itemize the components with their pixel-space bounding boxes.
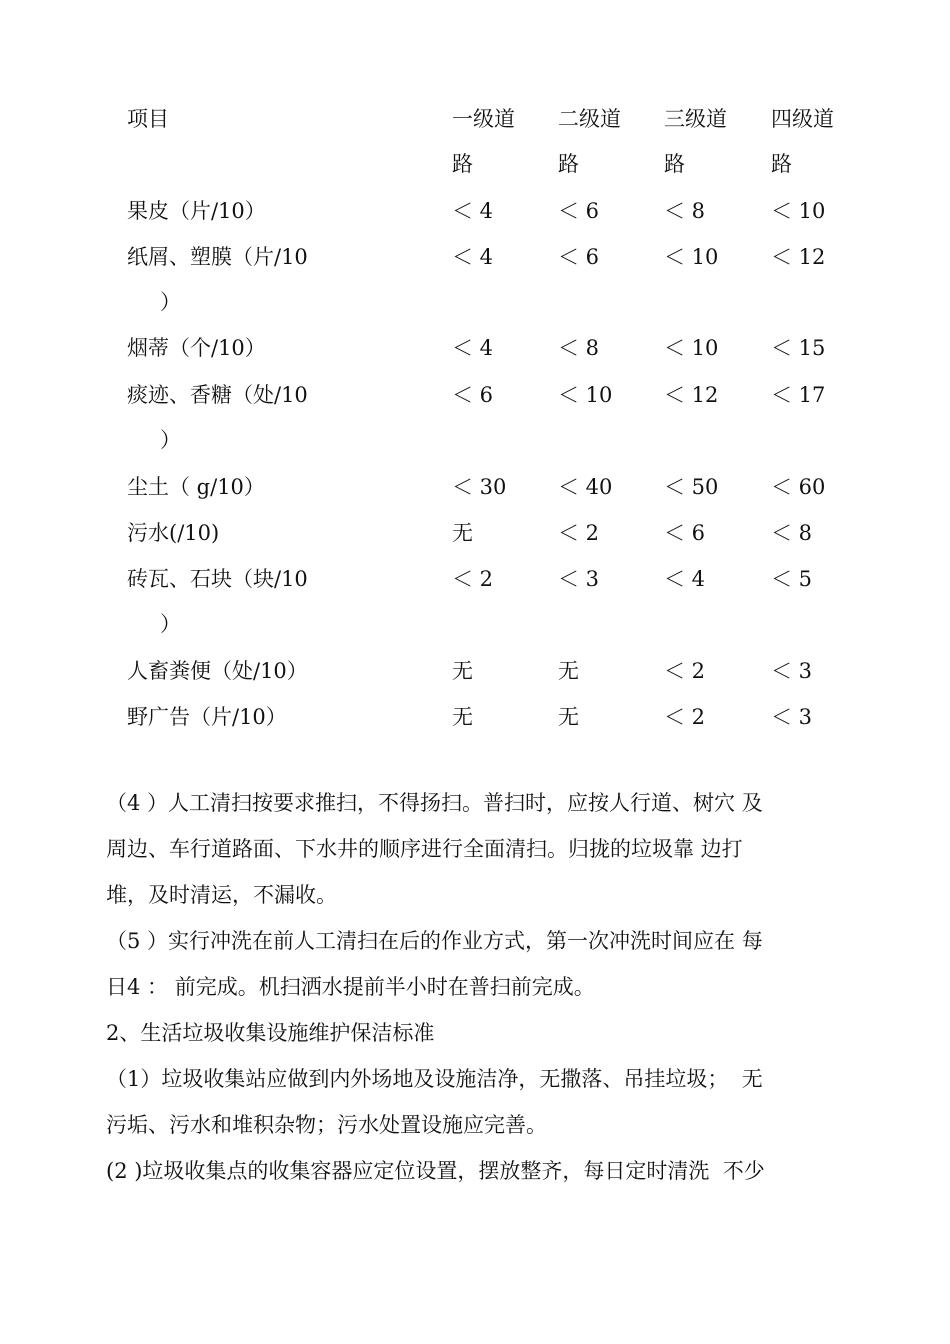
- table-cell: ＜ 6: [664, 521, 706, 545]
- table-cell: ＜ 8: [558, 336, 600, 360]
- table-cell: 无: [452, 521, 473, 545]
- table-cell: ＜ 4: [452, 245, 494, 269]
- table-cell: ＜ 3: [558, 567, 600, 591]
- table-cell: 无: [452, 705, 473, 729]
- table-cell: ＜ 2: [664, 659, 706, 683]
- row-label: 烟蒂（个/10）: [127, 336, 266, 360]
- row-label: 砖瓦、石块（块/10: [127, 567, 308, 591]
- row-label-continuation: ）: [160, 612, 181, 636]
- table-cell: ＜ 10: [664, 245, 719, 269]
- table-cell: ＜ 4: [452, 336, 494, 360]
- table-cell: ＜ 60: [771, 475, 826, 499]
- table-cell: 无: [558, 705, 579, 729]
- header-col-3-line1: 三级道: [664, 107, 727, 131]
- header-col-2-line2: 路: [558, 152, 579, 176]
- paragraph-line: （4 ）人工清扫按要求推扫，不得扬扫。普扫时，应按人行道、树穴 及: [106, 791, 763, 815]
- table-cell: ＜ 17: [771, 383, 826, 407]
- paragraph-line: （5 ）实行冲洗在前人工清扫在后的作业方式，第一次冲洗时间应在 每: [106, 929, 763, 953]
- header-col-4-line2: 路: [771, 152, 792, 176]
- table-cell: ＜ 2: [664, 705, 706, 729]
- table-cell: ＜ 10: [558, 383, 613, 407]
- table-cell: ＜ 10: [664, 336, 719, 360]
- table-cell: ＜ 4: [664, 567, 706, 591]
- paragraph-line: 日4 ： 前完成。机扫洒水提前半小时在普扫前完成。: [106, 975, 595, 999]
- header-col-1-line2: 路: [452, 152, 473, 176]
- header-col-4-line1: 四级道: [771, 107, 834, 131]
- row-label: 人畜粪便（处/10）: [127, 659, 308, 683]
- table-cell: ＜ 12: [664, 383, 719, 407]
- table-cell: ＜ 6: [558, 245, 600, 269]
- table-cell: ＜ 2: [558, 521, 600, 545]
- table-cell: ＜ 40: [558, 475, 613, 499]
- table-cell: ＜ 10: [771, 199, 826, 223]
- header-col-1-line1: 一级道: [452, 107, 515, 131]
- table-cell: ＜ 6: [452, 383, 494, 407]
- header-col-2-line1: 二级道: [558, 107, 621, 131]
- table-cell: ＜ 3: [771, 705, 813, 729]
- row-label: 痰迹、香糖（处/10: [127, 383, 308, 407]
- table-cell: ＜ 8: [771, 521, 813, 545]
- paragraph-line: （1）垃圾收集站应做到内外场地及设施洁净，无撒落、吊挂垃圾； 无: [106, 1067, 763, 1091]
- table-cell: ＜ 5: [771, 567, 813, 591]
- paragraph-line: 污垢、污水和堆积杂物；污水处置设施应完善。: [106, 1113, 547, 1137]
- paragraph-line: 周边、车行道路面、下水井的顺序进行全面清扫。归拢的垃圾靠 边打: [106, 837, 743, 861]
- table-cell: 无: [452, 659, 473, 683]
- table-cell: ＜ 8: [664, 199, 706, 223]
- header-item: 项目: [127, 107, 169, 131]
- table-cell: ＜ 2: [452, 567, 494, 591]
- header-col-3-line2: 路: [664, 152, 685, 176]
- table-cell: 无: [558, 659, 579, 683]
- table-cell: ＜ 4: [452, 199, 494, 223]
- paragraph-line: 堆，及时清运，不漏收。: [106, 883, 337, 907]
- section-heading: 2、生活垃圾收集设施维护保洁标准: [106, 1021, 435, 1045]
- row-label-continuation: ）: [160, 290, 181, 314]
- row-label: 野广告（片/10）: [127, 705, 287, 729]
- table-cell: ＜ 6: [558, 199, 600, 223]
- table-cell: ＜ 15: [771, 336, 826, 360]
- row-label: 污水(/10): [127, 521, 220, 545]
- row-label: 果皮（片/10）: [127, 199, 266, 223]
- row-label-continuation: ）: [160, 428, 181, 452]
- row-label: 尘土（ g/10）: [127, 475, 265, 499]
- table-cell: ＜ 50: [664, 475, 719, 499]
- paragraph-line: (2 )垃圾收集点的收集容器应定位设置，摆放整齐，每日定时清洗 不少: [106, 1159, 765, 1183]
- row-label: 纸屑、塑膜（片/10: [127, 245, 308, 269]
- table-cell: ＜ 3: [771, 659, 813, 683]
- table-cell: ＜ 30: [452, 475, 507, 499]
- table-cell: ＜ 12: [771, 245, 826, 269]
